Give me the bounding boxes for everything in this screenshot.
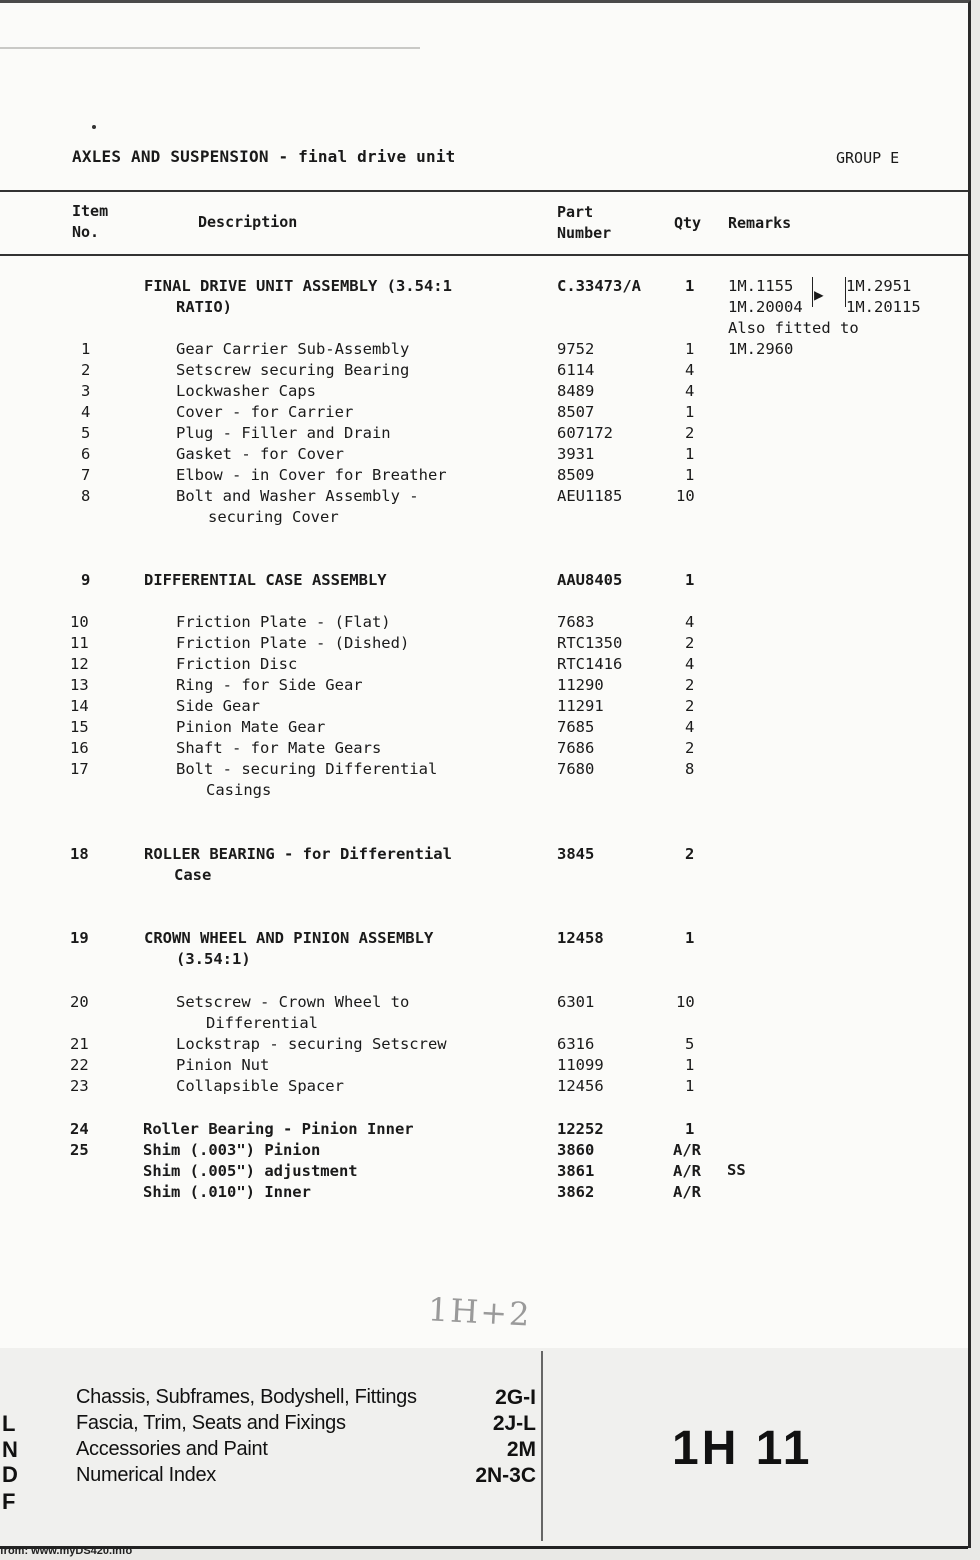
row-part-number: 8507: [557, 403, 595, 421]
row-description: Setscrew - Crown Wheel to: [176, 993, 410, 1011]
header-top-rule: [0, 190, 968, 192]
row-description: Gasket - for Cover: [176, 445, 344, 463]
remark-range-2-left: 1M.20004: [728, 298, 803, 316]
source-credit: from: www.myDS420.info: [0, 1545, 133, 1557]
footer-index-label: Chassis, Subframes, Bodyshell, Fittings: [76, 1386, 417, 1408]
row-quantity: 2: [685, 676, 695, 694]
col-item-header: Item No.: [72, 202, 109, 241]
row-description: Side Gear: [176, 697, 260, 715]
row-item-number: 11: [70, 634, 89, 652]
row-description: Friction Disc: [176, 655, 298, 673]
title-subtitle: final drive unit: [298, 147, 456, 166]
row-quantity: 4: [685, 382, 695, 400]
row-quantity: 4: [685, 613, 695, 631]
footer-index-code: 2J-L: [492, 1412, 536, 1435]
row-description: securing Cover: [208, 508, 339, 526]
row-item-number: 4: [81, 403, 91, 421]
row-description: Friction Plate - (Dished): [176, 634, 410, 652]
row-quantity: 1: [685, 277, 695, 295]
footer-side-letter: L: [2, 1411, 16, 1436]
row-part-number: 8489: [557, 382, 595, 400]
row-quantity: 2: [685, 845, 695, 863]
row-quantity: A/R: [673, 1162, 701, 1180]
row-item-number: 15: [70, 718, 89, 736]
row-quantity: 2: [685, 634, 695, 652]
footer-side-letter: F: [2, 1489, 16, 1514]
row-item-number: 20: [70, 993, 89, 1011]
row-part-number: 6316: [557, 1035, 595, 1053]
row-quantity: A/R: [673, 1183, 701, 1201]
page-title: AXLES AND SUSPENSION - final drive unit: [72, 147, 456, 166]
row-description: Shaft - for Mate Gears: [176, 739, 382, 757]
remark-range-1-left: 1M.1155: [728, 277, 794, 295]
row-part-number: 9752: [557, 340, 595, 358]
row-item-number: 24: [70, 1120, 89, 1138]
row-part-number: C.33473/A: [557, 277, 641, 295]
col-remarks-header: Remarks: [728, 214, 792, 232]
row-description: Lockwasher Caps: [176, 382, 316, 400]
row-description: Roller Bearing - Pinion Inner: [143, 1120, 414, 1138]
row-item-number: 17: [70, 760, 89, 778]
row-description: Shim (.005") adjustment: [143, 1162, 358, 1180]
row-item-number: 21: [70, 1035, 89, 1053]
remark-also-fitted: Also fitted to: [728, 319, 859, 337]
col-part-header: Part Number: [557, 203, 612, 242]
row-description: Setscrew securing Bearing: [176, 361, 410, 379]
footer-side-letter: D: [2, 1462, 18, 1487]
row-description: Cover - for Carrier: [176, 403, 354, 421]
row-description: Collapsible Spacer: [176, 1077, 344, 1095]
handwritten-note: 1H+2: [427, 1290, 533, 1334]
row-part-number: 3845: [557, 845, 595, 863]
row-item-number: 5: [81, 424, 91, 442]
footer-side-letter: N: [2, 1437, 18, 1462]
row-part-number: 11099: [557, 1056, 604, 1074]
row-part-number: RTC1416: [557, 655, 623, 673]
footer-index: [0, 1348, 968, 1548]
title-main: AXLES AND SUSPENSION: [72, 147, 269, 166]
row-part-number: RTC1350: [557, 634, 623, 652]
row-part-number: 3931: [557, 445, 595, 463]
scan-speck: [92, 125, 96, 129]
row-description: Case: [174, 866, 212, 884]
row-quantity: 1: [685, 1056, 695, 1074]
row-item-number: 3: [81, 382, 91, 400]
row-description: ROLLER BEARING - for Differential: [144, 845, 452, 863]
row-part-number: 607172: [557, 424, 613, 442]
row-item-number: 23: [70, 1077, 89, 1095]
row-part-number: 6114: [557, 361, 595, 379]
footer-index-code: 2N-3C: [475, 1464, 536, 1487]
remark-also-number: 1M.2960: [728, 340, 794, 358]
group-label: GROUP E: [836, 149, 900, 167]
row-description: Differential: [206, 1014, 318, 1032]
row-item-number: 19: [70, 929, 89, 947]
row-description: Lockstrap - securing Setscrew: [176, 1035, 447, 1053]
row-quantity: 2: [685, 697, 695, 715]
row-description: (3.54:1): [176, 950, 251, 968]
row-item-number: 8: [81, 487, 91, 505]
row-part-number: 7685: [557, 718, 595, 736]
footer-index-label: Accessories and Paint: [76, 1438, 268, 1460]
row-quantity: A/R: [673, 1141, 701, 1159]
arrow-right-icon: ▶: [814, 285, 824, 304]
row-description: Gear Carrier Sub-Assembly: [176, 340, 410, 358]
row-quantity: 4: [685, 361, 695, 379]
row-quantity: 1: [685, 1077, 695, 1095]
row-part-number: 3862: [557, 1183, 595, 1201]
row-part-number: 11291: [557, 697, 604, 715]
row-description: Pinion Nut: [176, 1056, 270, 1074]
row-item-number: 13: [70, 676, 89, 694]
row-part-number: 8509: [557, 466, 595, 484]
footer-divider: [541, 1351, 543, 1541]
row-quantity: 2: [685, 739, 695, 757]
row-quantity: 8: [685, 760, 695, 778]
row-quantity: 1: [685, 1120, 695, 1138]
footer-index-label: Fascia, Trim, Seats and Fixings: [76, 1412, 346, 1434]
footer-index-code: 2G-I: [495, 1386, 536, 1409]
row-part-number: 7683: [557, 613, 595, 631]
row-description: Friction Plate - (Flat): [176, 613, 391, 631]
row-quantity: 10: [676, 487, 695, 505]
row-part-number: 11290: [557, 676, 604, 694]
bottom-border: [0, 1546, 968, 1549]
row-item-number: 1: [81, 340, 91, 358]
row-part-number: 12456: [557, 1077, 604, 1095]
remark-ss: SS: [727, 1161, 746, 1179]
row-quantity: 4: [685, 655, 695, 673]
row-item-number: 7: [81, 466, 91, 484]
row-item-number: 2: [81, 361, 91, 379]
row-part-number: 3860: [557, 1141, 595, 1159]
row-description: FINAL DRIVE UNIT ASSEMBLY (3.54:1: [144, 277, 452, 295]
row-description: Plug - Filler and Drain: [176, 424, 391, 442]
row-item-number: 6: [81, 445, 91, 463]
row-item-number: 22: [70, 1056, 89, 1074]
row-item-number: 10: [70, 613, 89, 631]
remark-range-2-right: 1M.20115: [846, 298, 921, 316]
row-description: Ring - for Side Gear: [176, 676, 363, 694]
row-part-number: AAU8405: [557, 571, 623, 589]
row-item-number: 14: [70, 697, 89, 715]
row-description: Bolt - securing Differential: [176, 760, 438, 778]
row-description: Shim (.010") Inner: [143, 1183, 311, 1201]
row-quantity: 2: [685, 424, 695, 442]
row-quantity: 5: [685, 1035, 695, 1053]
row-quantity: 4: [685, 718, 695, 736]
row-description: DIFFERENTIAL CASE ASSEMBLY: [144, 571, 387, 589]
row-quantity: 10: [676, 993, 695, 1011]
row-description: Bolt and Washer Assembly -: [176, 487, 419, 505]
row-description: RATIO): [176, 298, 232, 316]
row-quantity: 1: [685, 929, 695, 947]
row-item-number: 12: [70, 655, 89, 673]
row-item-number: 18: [70, 845, 89, 863]
row-item-number: 16: [70, 739, 89, 757]
row-part-number: 3861: [557, 1162, 595, 1180]
row-quantity: 1: [685, 466, 695, 484]
row-part-number: 6301: [557, 993, 595, 1011]
fiche-number: 1H 11: [672, 1422, 813, 1475]
row-description: CROWN WHEEL AND PINION ASSEMBLY: [144, 929, 434, 947]
row-item-number: 25: [70, 1141, 89, 1159]
row-description: Elbow - in Cover for Breather: [176, 466, 447, 484]
row-item-number: 9: [81, 571, 91, 589]
header-bottom-rule: [0, 254, 968, 256]
footer-index-code: 2M: [506, 1438, 536, 1461]
footer-index-label: Numerical Index: [76, 1464, 217, 1486]
row-part-number: 12252: [557, 1120, 604, 1138]
row-quantity: 1: [685, 403, 695, 421]
scan-smudge: [0, 47, 420, 49]
row-quantity: 1: [685, 445, 695, 463]
row-description: Casings: [206, 781, 272, 799]
row-part-number: AEU1185: [557, 487, 623, 505]
row-part-number: 7686: [557, 739, 595, 757]
row-part-number: 7680: [557, 760, 595, 778]
remark-range-1-right: 1M.2951: [846, 277, 912, 295]
row-part-number: 12458: [557, 929, 604, 947]
row-description: Pinion Mate Gear: [176, 718, 326, 736]
row-quantity: 1: [685, 340, 695, 358]
col-qty-header: Qty: [674, 214, 702, 232]
col-description-header: Description: [198, 213, 298, 231]
row-description: Shim (.003") Pinion: [143, 1141, 321, 1159]
row-quantity: 1: [685, 571, 695, 589]
